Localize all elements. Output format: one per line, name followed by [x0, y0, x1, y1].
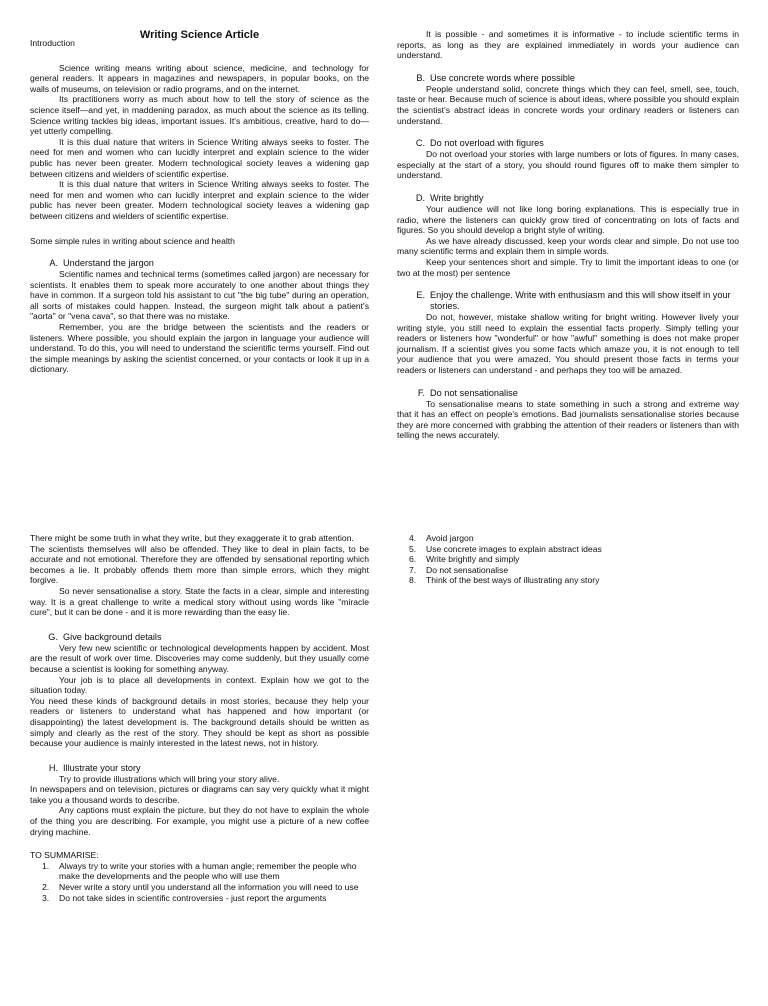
- summary-list: [30, 861, 369, 903]
- intro-paragraph: Its practitioners worry as much about how to tell the story of science as the science itself—and yet, in maddening paradox, as much about the science as its telling. Science writing tackles big ideas, important issues. It's ambitious, creative, hard to do—yet utterly compelling.: [30, 94, 369, 137]
- document-title: Writing Science Article: [139, 29, 260, 41]
- continuation-paragraph: There might be some truth in what they write, but they exaggerate it to grab attention.: [30, 533, 354, 543]
- summarise-label: TO SUMMARISE:: [30, 850, 99, 861]
- section-d-paragraph: Keep your sentences short and simple. Try to limit the important ideas to one (or two at the most) per sentence: [397, 256, 739, 278]
- page2-right-column: [397, 533, 739, 586]
- summary-item: 3. Do not take sides in scientific controversies - just report the arguments: [42, 892, 327, 903]
- summary-item: 5. Use concrete images to explain abstract ideas: [409, 543, 602, 554]
- summary-item: 1. Always try to write your stories with a human angle; remember the people who make the developments and the people who will use them: [42, 860, 357, 882]
- section-d-paragraph: As we have already discussed, keep your words clear and simple. Do not use too many scientific terms and explain them in simple words.: [397, 235, 739, 257]
- section-heading-b: B. Use concrete words where possible: [416, 72, 576, 83]
- section-h-paragraph: Try to provide illustrations which will bring your story alive.: [59, 773, 280, 784]
- document-page-2: [0, 503, 768, 1006]
- intro-paragraph: Science writing means writing about science, medicine, and technology for general readers. It appears in magazines and newspapers, in popular books, on the walls of museums, on television or radio programs, and on the internet.: [30, 62, 369, 94]
- summary-item: 6. Write brightly and simply: [409, 554, 520, 565]
- summary-list-continued: [397, 533, 739, 586]
- summary-item: 7. Do not sensationalise: [409, 564, 509, 575]
- section-g-paragraph: Your job is to place all developments in context. Explain how we got to the situation today.: [30, 674, 369, 696]
- section-heading-d: D. Write brightly: [415, 192, 484, 203]
- summary-item: 4. Avoid jargon: [409, 533, 474, 543]
- lead-paragraph: It is possible - and sometimes it is informative - to include scientific terms in reports, as long as they are explained immediately in words your audience can understand.: [397, 29, 739, 61]
- section-heading-f: F. Do not sensationalise: [417, 387, 518, 398]
- section-h-paragraph: In newspapers and on television, pictures or diagrams can say very quickly what it might take you a thousand words to describe.: [30, 784, 369, 805]
- section-heading-e: E. Enjoy the challenge. Write with enthusiasm and this will show itself in your stories.: [416, 290, 731, 312]
- section-e-paragraph: Do not, however, mistake shallow writing for bright writing. However lively your writing style, you still need to explain the essential facts properly. Simply telling your readers or listeners how "wonderful" or how "awful" something is does not make proper journalism. If a scientist gives you some facts which amaze you, it is not enough to tell your audience that you were amazed. You should present those facts in terms your readers or listeners can understand - and perhaps they too will be amazed.: [397, 312, 739, 376]
- section-a-paragraph: Scientific names and technical terms (sometimes called jargon) are necessary for scientists. It enables them to speak more accurately to one another about things they have in common. If a surgeon told his assistant to cut "the big tube" during an operation, all sorts of mistakes could happen. Instead, the surgeon might talk about a patient's "aorta" or "vena cava", so that there was no mistake.: [30, 269, 369, 322]
- page1-right-column: [397, 29, 739, 441]
- section-b-paragraph: People understand solid, concrete things which they can feel, smell, see, touch, taste or hear. Because much of science is about ideas, where possible you should explain the scientist's abstract ideas in concrete words your ordinary readers or listeners can understand.: [397, 83, 739, 126]
- section-heading-g: G. Give background details: [48, 631, 162, 642]
- introduction-label: Introduction: [30, 38, 75, 48]
- intro-paragraph: It is this dual nature that writers in Science Writing always seeks to foster. The need for men and women who can lucidly interpret and explain science to the wider public has never been greater. Modern technological society leaves a widening gap between citizens and wielders of scientific expertise.: [30, 179, 369, 221]
- section-g-paragraph: You need these kinds of background details in most stories, because they help your readers or listeners to understand what has happened and how important (or disappointing) the latest development is. The background details should be written as simply and clearly as the rest of the story. They should be kept as short as possible because your audience is mainly interested in the latest news, not in history.: [30, 695, 369, 749]
- page2-left-column: [30, 533, 369, 903]
- section-g-paragraph: Very few new scientific or technological developments happen by accident. Most are the result of work over time. Discoveries may come suddenly, but they usually come because a scientist is looking for something anyway.: [30, 642, 369, 674]
- section-heading-a: A. Understand the jargon: [49, 258, 154, 269]
- section-a-paragraph: Remember, you are the bridge between the scientists and the readers or listeners. Where possible, you should explain the jargon in language your audience will understand. To do this, you will need to understand the scientific terms yourself. Find out the simple meanings by asking the scientist concerned, or your contacts or look it up in a dictionary.: [30, 322, 369, 375]
- intro-paragraph: It is this dual nature that writers in Science Writing always seeks to foster. The need for men and women who can lucidly interpret and explain science to the wider public has never been greater. Modern technological society leaves a widening gap between citizens and wielders of scientific expertise.: [30, 136, 369, 179]
- summary-item: 2. Never write a story until you understand all the information you will need to use: [42, 882, 359, 893]
- section-c-paragraph: Do not overload your stories with large numbers or lots of figures. In many cases, especially at the start of a story, you should round figures off to make them simpler to understand.: [397, 149, 739, 181]
- section-heading-c: C. Do not overload with figures: [415, 138, 544, 149]
- summary-item: 8. Think of the best ways of illustrating any story: [409, 575, 600, 586]
- continuation-paragraph: The scientists themselves will also be offended. They like to deal in plain facts, to be accurate and not emotional. Therefore they are offended by sensational reporting which becomes a lie. It probably offends them more than simple errors, which they might forgive.: [30, 543, 369, 586]
- continuation-paragraph: So never sensationalise a story. State the facts in a clear, simple and interesting way. It is a great challenge to write a medical story without using words like "miracle cure", but it can be done - and it is more rewarding than the easy lie.: [30, 585, 369, 618]
- section-h-paragraph: Any captions must explain the picture, but they do not have to explain the whole of the thing you are describing. For example, you might use a picture of a new coffee drying machine.: [30, 805, 369, 837]
- page1-left-column: [30, 29, 369, 375]
- rules-label: Some simple rules in writing about science and health: [30, 235, 235, 246]
- section-f-paragraph: To sensationalise means to state something in such a strong and extreme way that it has an effect on people's emotions. Bad journalists sensationalise stories because they are more concerned with grabbing the attention of their readers or listeners than with telling the news accurately.: [397, 398, 739, 441]
- section-heading-h: H. Illustrate your story: [48, 762, 141, 773]
- section-d-paragraph: Your audience will not like long boring explanations. This is especially true in radio, where the listeners can quickly grow tired of concentrating on lots of facts and figures. So you should develop a bright style of writing.: [397, 203, 739, 236]
